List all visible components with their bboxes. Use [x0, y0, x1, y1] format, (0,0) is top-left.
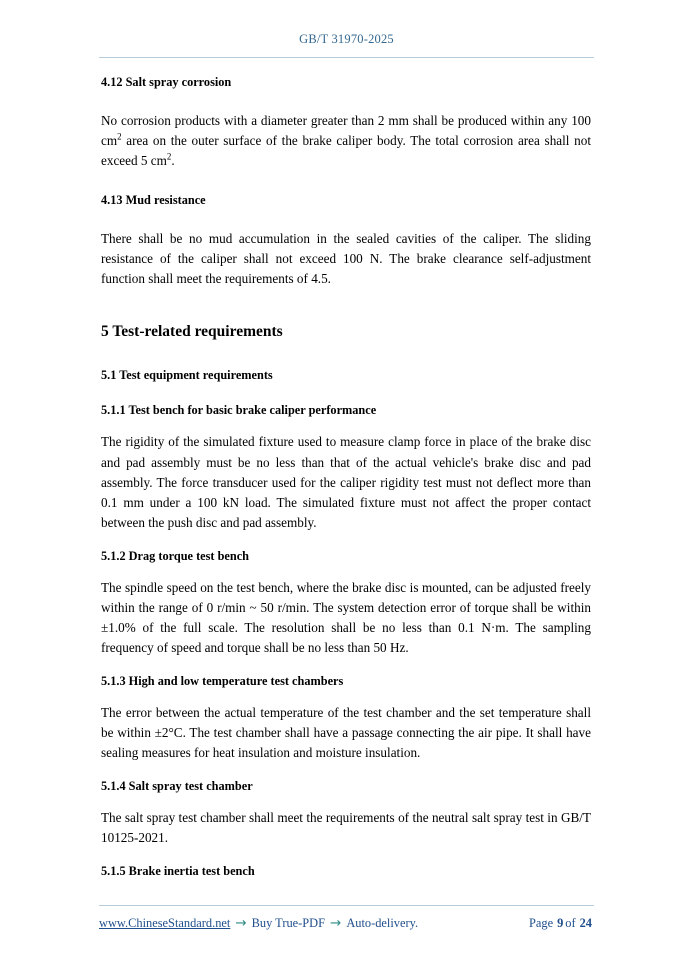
standard-number: GB/T 31970-2025 [299, 32, 394, 46]
page-label: Page [528, 916, 554, 930]
page-header [99, 30, 594, 48]
header-divider [99, 57, 594, 58]
spacer [101, 533, 591, 549]
paragraph-5-1-3: The error between the actual temperature of the test chamber and the set temperature shall be within ±2°C. The test chamber shall have a passage connecting the air pipe. It shall have sealing measures for heat insulation and moisture insulation. [101, 704, 591, 761]
footer-links [99, 915, 418, 931]
spacer [101, 91, 591, 111]
heading-5-1-4: 5.1.4 Salt spray test chamber [101, 779, 253, 794]
heading-4-13: 4.13 Mud resistance [101, 193, 206, 208]
spacer [101, 658, 591, 674]
paragraph-4-13: There shall be no mud accumulation in the sealed cavities of the caliper. The sliding resistance of the caliper shall not exceed 100 N. The brake clearance self-adjustment function shall meet the requirements of 4.5. [101, 231, 591, 287]
spacer [101, 565, 591, 578]
spacer [101, 795, 591, 808]
page-footer [99, 915, 594, 931]
buy-true-pdf-link[interactable]: Buy True-PDF [251, 916, 325, 930]
paragraph-4-12 [101, 111, 591, 171]
heading-5-1-1: 5.1.1 Test bench for basic brake caliper performance [101, 403, 377, 418]
spacer [101, 289, 591, 322]
footer-divider [99, 905, 594, 906]
spacer [101, 171, 591, 193]
heading-section-5: 5 Test-related requirements [101, 323, 283, 341]
superscript-square-2: 2 [166, 151, 172, 162]
spacer [101, 763, 591, 779]
total-page-count: 24 [579, 916, 592, 930]
paragraph-5-1-2: The spindle speed on the test bench, where the brake disc is mounted, can be adjusted freely within the range of 0 r/min ~ 50 r/min. The system detection error of torque shall be within ±1.0% of the full scale. The resolution shall be no less than 0.1 N·m. The sampling frequency of speed and torque shall be no less than 50 Hz. [101, 579, 591, 655]
superscript-square-1: 2 [117, 131, 122, 142]
heading-5-1-3: 5.1.3 High and low temperature test chambers [101, 674, 344, 688]
para-4-12-part1: No corrosion products with a diameter greater than 2 mm shall be produced within any 100 cm [101, 112, 591, 149]
heading-5-1: 5.1 Test equipment requirements [101, 368, 273, 383]
spacer [101, 384, 591, 403]
document-body [101, 75, 591, 880]
heading-4-12: 4.12 Salt spray corrosion [101, 75, 232, 89]
heading-5-1-2: 5.1.2 Drag torque test bench [101, 548, 250, 563]
spacer [101, 209, 591, 229]
spacer [101, 690, 591, 703]
auto-delivery-link[interactable]: Auto-delivery. [346, 916, 419, 930]
page-indicator [529, 916, 594, 931]
website-link[interactable]: www.ChineseStandard.net [99, 916, 231, 930]
para-4-12-part3: . [171, 153, 175, 169]
spacer [101, 342, 591, 368]
paragraph-5-1-4: The salt spray test chamber shall meet the requirements of the neutral salt spray test in GB/T 10125-2021. [101, 810, 591, 846]
heading-5-1-5: 5.1.5 Brake inertia test bench [101, 864, 255, 879]
current-page-number: 9 [557, 916, 564, 930]
para-4-12-part2: area on the outer surface of the brake caliper body. The total corrosion area shall not exceed 5 cm [101, 133, 591, 169]
spacer [101, 848, 591, 864]
paragraph-5-1-1: The rigidity of the simulated fixture used to measure clamp force in place of the brake disc and pad assembly must be no less than that of the actual vehicle's brake disc and pad assembly. The force transducer used for the caliper rigidity test must not deflect more than 0.1 mm under a 100 kN load. The simulated fixture must not affect the proper contact between the push disc and pad assembly. [101, 434, 591, 530]
arrow-right-icon-1: → [235, 915, 247, 931]
arrow-right-icon-2: → [330, 915, 342, 931]
of-label: of [565, 916, 576, 930]
spacer [101, 419, 591, 432]
